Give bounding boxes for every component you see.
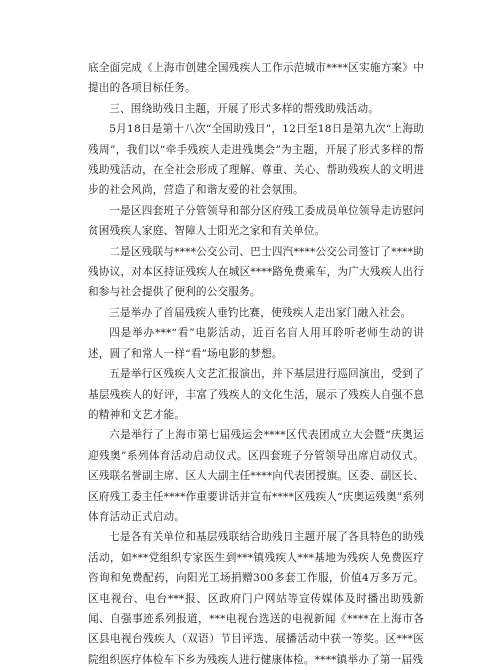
section-heading-three: 三、围绕助残日主题，开展了形式多样的帮残助残活动。 (109, 102, 380, 115)
paragraph-item-four: 四是举办***“看”电影活动，近百名盲人用耳聆听老师生动的讲述，圆了和常人一样“看”场电影的梦想。 (88, 327, 424, 360)
paragraph-item-one: 一是区四套班子分管领导和部分区府残工委成员单位领导走访慰问贫困残疾人家庭、智障人士阳光之家和有关单位。 (88, 204, 424, 238)
paragraph-continuation: 底全面完成《上海市创建全国残疾人工作示范城市****区实施方案》中提出的各项目标任务。 (88, 62, 424, 95)
paragraph-item-six: 六是举行了上海市第七届残运会****区代表团成立大会暨“庆奥运迎残奥”系列体育活动启动仪式。区四套班子分管领导出席启动仪式。区残联名誉副主席、区人大副主任****向代表团授旗。区委、副区长、区府残工委主任****作重要讲话并宣布****区残疾人“庆奥运残奥”系列体育活动正式启动。 (88, 429, 424, 523)
paragraph-disability-day: 5月18日是第十八次“全国助残日”，12日至18日是第九次“上海助残周”，我们以“牵手残疾人走进残奥会”为主题，开展了形式多样的帮残助残活动，在全社会形成了理解、尊重、关心、帮助残疾人的文明进步的社会风尚，营造了和谐友爱的社会氛围。 (88, 123, 424, 197)
paragraph-item-two: 二是区残联与****公交公司、巴士四汽****公交公司签订了****助残协议，对本区持证残疾人在城区****路免费乘车，为广大残疾人出行和参与社会提供了便利的公交服务。 (88, 245, 424, 299)
paragraph-item-five: 五是举行区残疾人文艺汇报演出，并下基层进行巡回演出，受到了基层残疾人的好评，丰富了残疾人的文化生活，展示了残疾人自强不息的精神和文艺才能。 (88, 368, 424, 421)
paragraph-item-seven: 七是各有关单位和基层残联结合助残日主题开展了各具特色的助残活动，如***党组织专家医生到***镇残疾人***基地为残疾人免费医疗咨询和免费配药，向阳光工场捐赠300多套工作服，价值4万多万元。区电视台、电台***报、区政府门户网站等宣传媒体及时播出助残新闻、自强事迹系列报道，***电视台选送的电视新闻《****在上海市各区县电视台残疾人（双语）节目评选、展播活动中获一等奖。区***医院组织医疗体检车下乡为残疾人进行健康体检。****镇举办了第一届残 (88, 531, 424, 666)
paragraph-item-three: 三是举办了首届残疾人垂钓比赛，使残疾人走出家门融入社会。 (109, 306, 412, 319)
